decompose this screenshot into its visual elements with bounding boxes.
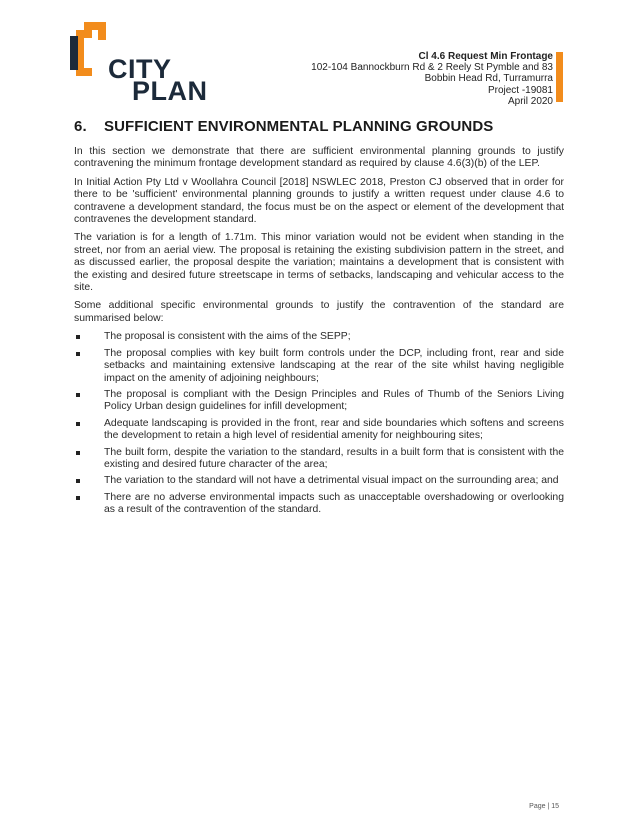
bullet-icon [76,335,80,339]
city-plan-logo [70,22,215,106]
header-title: Cl 4.6 Request Min Frontage [418,51,553,62]
list-item [74,492,564,517]
document-header-info [311,51,553,107]
section-title: SUFFICIENT ENVIRONMENTAL PLANNING GROUNDS [104,118,494,135]
list-item [74,475,564,487]
grounds-bullet-list [74,331,564,516]
page-number: Page | 15 [529,803,559,810]
list-item [74,348,564,385]
header-date: April 2020 [507,95,553,107]
section-heading [74,118,493,135]
list-item [74,331,564,343]
paragraph: In this section we demonstrate that there are sufficient environmental planning grounds to justify contravening the minimum frontage development standard as required by clause 4.6(3)(b) of the LEP. [74,146,564,170]
list-item-text: The proposal complies with key built form controls under the DCP, including front, rear and side setbacks and maintaining extensive landscaping at the rear of the site whilst having negligible impact on the amenity of adjoining neighbours; [104,347,564,384]
list-item-text: Adequate landscaping is provided in the front, rear and side boundaries which softens and screens the development to retain a high level of residential amenity for neighbouring sites; [104,417,564,442]
paragraph: The variation is for a length of 1.71m. This minor variation would not be evident when standing in the street, nor from an aerial view. The proposal is retaining the existing subdivision pattern in the street, and as discussed earlier, the proposal despite the variation; maintains a development that is consistent with the existing and desired future streetscape in terms of setbacks, landscaping and vehicular access to the site. [74,232,564,294]
bullet-icon [76,451,80,455]
list-item [74,389,564,414]
section-number: 6. [74,118,87,135]
bullet-icon [76,422,80,426]
logo-text-plan: PLAN [132,76,208,106]
list-item-text: The built form, despite the variation to the standard, results in a built form that is consistent with the existing and desired future character of the area; [104,446,564,470]
header-address-line2: Bobbin Head Rd, Turramurra [424,73,553,85]
header-accent-bar [556,52,563,102]
list-item-text: The proposal is compliant with the Design Principles and Rules of Thumb of the Seniors Living Policy Urban design guidelines for infill development; [104,388,564,413]
logo-mark-icon [70,22,106,76]
header-address-line1: 102-104 Bannockburn Rd & 2 Reely St Pymble and 83 [311,62,553,74]
list-item-text: There are no adverse environmental impacts such as unacceptable overshadowing or overlooking as a result of the contravention of the standard. [104,491,564,516]
bullet-icon [76,496,80,500]
list-item-text: The proposal is consistent with the aims of the SEPP; [104,331,351,343]
bullet-icon [76,393,80,397]
logo-text-city: CITY [108,54,172,84]
section-body [74,146,564,521]
paragraph: Some additional specific environmental grounds to justify the contravention of the standard are summarised below: [74,300,564,324]
list-item [74,418,564,443]
header-project: Project -19081 [487,84,553,96]
bullet-icon [76,479,80,483]
bullet-icon [76,352,80,356]
list-item [74,447,564,472]
list-item-text: The variation to the standard will not have a detrimental visual impact on the surrounding area; and [104,475,559,487]
paragraph: In Initial Action Pty Ltd v Woollahra Council [2018] NSWLEC 2018, Preston CJ observed that in order for there to be 'sufficient' environmental planning grounds to justify a written request under clause 4.6 to contravene a development standard, the focus must be on the aspect or element of the development that contravenes the development standard. [74,176,564,226]
